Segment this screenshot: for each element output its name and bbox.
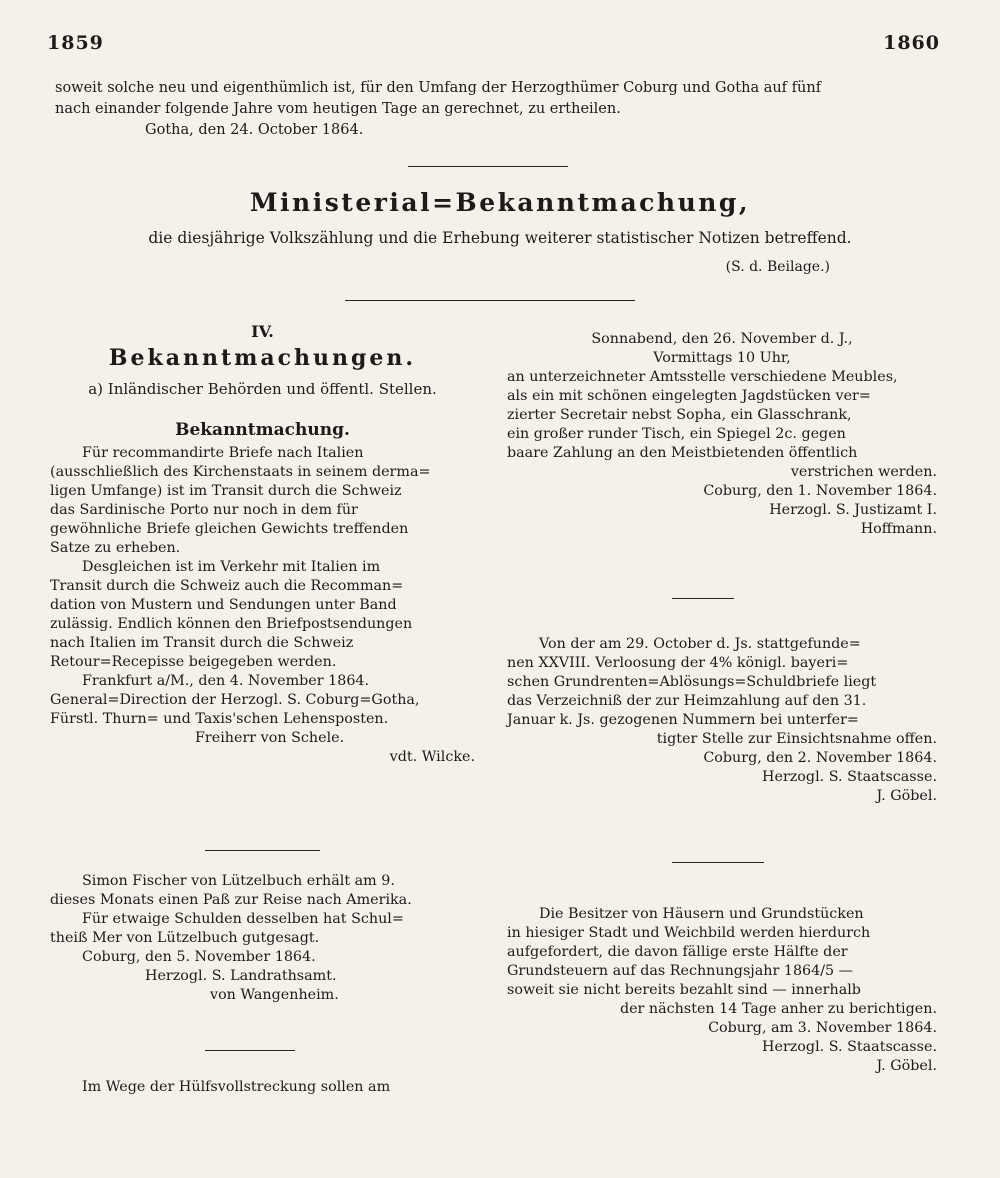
notice-signature-name: Freiherr von Schele. <box>195 730 345 746</box>
notice-date: Coburg, den 5. November 1864. <box>82 949 316 965</box>
notice-date: Coburg, den 2. November 1864. <box>703 750 937 766</box>
notice-signature-line: Herzogl. S. Landrathsamt. <box>145 968 337 984</box>
notice-signature-vdt: vdt. Wilcke. <box>389 749 475 765</box>
notice-post-paragraph-2 <box>50 558 475 672</box>
divider-rule <box>345 300 635 301</box>
divider-rule <box>408 166 568 167</box>
text-line: aufgefordert, die davon fällige erste Hälfte der <box>507 944 848 960</box>
text-line: schen Grundrenten=Ablösungs=Schuldbriefe liegt <box>507 674 877 690</box>
notice-lottery <box>507 635 937 806</box>
text-line: der nächsten 14 Tage anher zu berichtigen. <box>619 1001 937 1017</box>
text-line: (ausschließlich des Kirchenstaats in seinem derma= <box>50 464 431 480</box>
section-number: IV. <box>251 322 274 341</box>
text-line: theiß Mer von Lützelbuch gutgesagt. <box>50 930 320 946</box>
section-title: Bekanntmachungen. <box>108 345 417 371</box>
divider-rule <box>672 598 734 599</box>
text-line: an unterzeichneter Amtsstelle verschiedene Meubles, <box>507 369 898 385</box>
notice-fischer <box>50 872 475 1005</box>
notice-signature-line: Herzogl. S. Justizamt I. <box>769 502 937 518</box>
notice-auction <box>507 330 937 539</box>
text-line: ligen Umfange) ist im Transit durch die Schweiz <box>50 483 402 499</box>
text-line: das Verzeichniß der zur Heimzahlung auf den 31. <box>507 693 867 709</box>
text-line: dieses Monats einen Paß zur Reise nach Amerika. <box>50 892 412 908</box>
auction-date-line: Sonnabend, den 26. November d. J., <box>591 331 853 347</box>
notice-signature-name: J. Göbel. <box>876 788 937 804</box>
text-line: Für recommandirte Briefe nach Italien <box>82 445 364 461</box>
text-line: Von der am 29. October d. Js. stattgefunde= <box>539 636 861 652</box>
continuation-line-2: nach einander folgende Jahre vom heutigen Tage an gerechnet, zu ertheilen. <box>55 101 621 117</box>
text-line: dation von Mustern und Sendungen unter Band <box>50 597 397 613</box>
text-line: Desgleichen ist im Verkehr mit Italien im <box>82 559 381 575</box>
notice-title: Bekanntmachung. <box>175 420 350 440</box>
text-line: Grundsteuern auf das Rechnungsjahr 1864/5 — <box>507 963 853 979</box>
notice-date: Coburg, den 1. November 1864. <box>703 483 937 499</box>
text-line: nen XXVIII. Verloosung der 4% königl. bayeri= <box>507 655 849 671</box>
text-line: Simon Fischer von Lützelbuch erhält am 9. <box>82 873 395 889</box>
text-line: Im Wege der Hülfsvollstreckung sollen am <box>82 1079 391 1095</box>
text-line: nach Italien im Transit durch die Schweiz <box>50 635 354 651</box>
ministerial-reference: (S. d. Beilage.) <box>725 259 830 275</box>
ministerial-subtitle: die diesjährige Volkszählung und die Erhebung weiterer statistischer Notizen betreffend. <box>148 229 852 247</box>
continuation-line-1: soweit solche neu und eigenthümlich ist, für den Umfang der Herzogthümer Coburg und Gotha auf fünf <box>55 80 822 96</box>
text-line: zulässig. Endlich können den Briefpostsendungen <box>50 616 413 632</box>
section-subtitle: a) Inländischer Behörden und öffentl. Stellen. <box>88 380 437 398</box>
divider-rule <box>205 850 320 851</box>
text-line: als ein mit schönen eingelegten Jagdstücken ver= <box>507 388 871 404</box>
text-line: tigter Stelle zur Einsichtsnahme offen. <box>656 731 937 747</box>
text-line: soweit sie nicht bereits bezahlt sind — innerhalb <box>507 982 861 998</box>
divider-rule <box>672 862 764 863</box>
text-line: Januar k. Js. gezogenen Nummern bei unterfer= <box>507 712 859 728</box>
text-line: Retour=Recepisse beigegeben werden. <box>50 654 337 670</box>
text-line: Für etwaige Schulden desselben hat Schul= <box>82 911 404 927</box>
text-line: zierter Secretair nebst Sopha, ein Glasschrank, <box>507 407 852 423</box>
page-number-left: 1859 <box>47 32 104 54</box>
text-line: Die Besitzer von Häusern und Grundstücken <box>539 906 864 922</box>
ministerial-title: Ministerial=Bekanntmachung, <box>249 188 751 217</box>
notice-signature-line: Herzogl. S. Staatscasse. <box>762 769 937 785</box>
text-line: ein großer runder Tisch, ein Spiegel 2c. gegen <box>507 426 846 442</box>
notice-signature-name: von Wangenheim. <box>210 987 339 1003</box>
continuation-date: Gotha, den 24. October 1864. <box>145 122 364 138</box>
notice-tax <box>507 905 937 1076</box>
text-line: gewöhnliche Briefe gleichen Gewichts treffenden <box>50 521 409 537</box>
text-line: Transit durch die Schweiz auch die Recomman= <box>50 578 404 594</box>
notice-signature-name: Hoffmann. <box>860 521 937 537</box>
text-line: verstrichen werden. <box>790 464 937 480</box>
notice-auction-start <box>50 1078 475 1097</box>
notice-signature-name: J. Göbel. <box>876 1058 937 1074</box>
text-line: in hiesiger Stadt und Weichbild werden hierdurch <box>507 925 871 941</box>
text-line: das Sardinische Porto nur noch in dem für <box>50 502 358 518</box>
auction-time-line: Vormittags 10 Uhr, <box>653 350 791 366</box>
top-continuation <box>55 78 940 141</box>
notice-signature-line: Herzogl. S. Staatscasse. <box>762 1039 937 1055</box>
notice-signature-line: Fürstl. Thurn= und Taxis'schen Lehensposten. <box>50 711 389 727</box>
notice-date: Coburg, am 3. November 1864. <box>708 1020 937 1036</box>
left-column <box>50 322 475 767</box>
notice-signature-line: General=Direction der Herzogl. S. Coburg=Gotha, <box>50 692 420 708</box>
divider-rule <box>205 1050 295 1051</box>
text-line: baare Zahlung an den Meistbietenden öffentlich <box>507 445 858 461</box>
notice-date: Frankfurt a/M., den 4. November 1864. <box>82 673 370 689</box>
notice-post-paragraph-1 <box>50 444 475 558</box>
text-line: Satze zu erheben. <box>50 540 181 556</box>
page-number-right: 1860 <box>883 32 940 54</box>
